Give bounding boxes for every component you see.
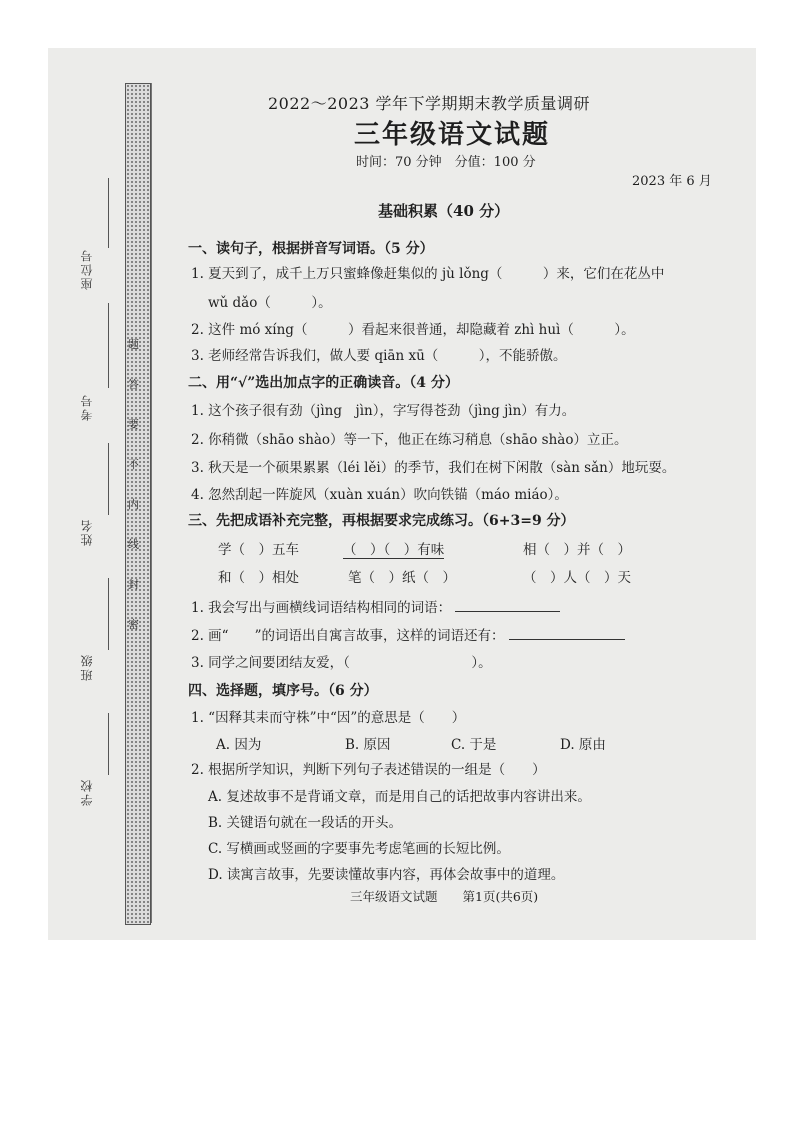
name-field[interactable] [108,443,109,515]
seal-char: 密 [128,618,139,631]
name-label: 姓名 [80,518,94,546]
examno-field[interactable] [108,303,109,388]
idiom-6: （ ）人（ ）天 [523,570,631,586]
q3-task-1-text: 1. 我会写出与画横线词语结构相同的词语： [191,600,452,616]
q2-sentence-1: 1. 这个孩子很有劲（jìng jìn），字写得苍劲（jìng jìn）有力。 [191,403,576,419]
idiom-3: 相（ ）并（ ） [523,542,631,558]
answer-blank[interactable] [509,627,625,640]
q4-option-a: A. 因为 [216,737,262,753]
exam-title: 三年级语文试题 [354,120,551,150]
section-title: 基础积累（40 分） [378,202,510,220]
idiom-4: 和（ ）相处 [218,570,299,586]
q4-choice-b: B. 关键语句就在一段话的开头。 [208,815,403,831]
idiom-1: 学（ ）五车 [218,542,299,558]
q3-task-3: 3. 同学之间要团结友爱，（ ）。 [191,655,492,671]
cut-line [151,83,152,923]
q4-question-1: 1. “因释其耒而守株”中“因”的意思是（ ） [191,710,466,726]
exam-meta: 时间：70 分钟 分值：100 分 [356,155,536,170]
q1-sentence-2: 2. 这件 mó xíng（ ）看起来很普通，却隐藏着 zhì huì（ ）。 [191,322,635,338]
q1-sentence-1a: 1. 夏天到了，成千上万只蜜蜂像赶集似的 jù lǒng（ ）来，它们在花丛中 [191,266,665,282]
examno-label: 考号 [80,393,94,421]
q2-sentence-3: 3. 秋天是一个硕果累累（léi lěi）的季节，我们在树下闲散（sàn sǎn）地玩耍。 [191,460,676,476]
q4-choice-a: A. 复述故事不是背诵文章，而是用自己的话把故事内容讲出来。 [208,789,591,805]
q3-task-2-text-b: ”的词语出自寓言故事，这样的词语还有： [254,628,505,644]
q4-option-d: D. 原由 [560,737,606,753]
answer-blank[interactable] [455,599,560,612]
idiom-5: 笔（ ）纸（ ） [348,570,456,586]
class-label: 班级 [80,653,94,681]
seal-char: 要 [128,418,139,431]
q4-choice-c: C. 写横画或竖画的字要事先考虑笔画的长短比例。 [208,841,510,857]
school-label: 学校 [80,778,94,806]
q4-option-b: B. 原因 [345,737,391,753]
seal-char: 题 [128,338,139,351]
seal-char: 答 [128,378,139,391]
exam-header: 2022～2023 学年下学期期末教学质量调研 [268,94,591,113]
q3-heading: 三、先把成语补充完整，再根据要求完成练习。（6+3=9 分） [188,513,575,529]
q4-choice-d: D. 读寓言故事，先要读懂故事内容，再体会故事中的道理。 [208,867,565,883]
q2-sentence-4: 4. 忽然刮起一阵旋风（xuàn xuán）吹向铁锚（máo miáo）。 [191,487,568,503]
seal-char: 线 [128,538,139,551]
q1-heading: 一、读句子，根据拼音写词语。（5 分） [188,241,434,257]
exam-date: 2023 年 6 月 [632,174,712,189]
seal-char: 内 [128,498,139,511]
q1-sentence-1b: wǔ dǎo（ ）。 [208,295,332,311]
q3-task-2 [191,624,625,644]
seat-label: 座位号 [80,248,94,290]
class-field[interactable] [108,578,109,650]
q3-task-1 [191,596,560,616]
q1-sentence-3: 3. 老师经常告诉我们，做人要 qiān xū（ ），不能骄傲。 [191,348,567,364]
page-footer: 三年级语文试题 第1页(共6页) [350,889,539,904]
q3-task-2-text-a: 2. 画“ [191,628,229,644]
seal-char: 不 [128,458,139,471]
seal-char: 封 [128,578,139,591]
school-field[interactable] [108,713,109,775]
idiom-2-underlined: （ ）（ ）有味 [343,538,444,559]
q4-option-c: C. 于是 [451,737,497,753]
q2-heading: 二、用“√”选出加点字的正确读音。（4 分） [188,375,459,391]
exam-page [48,48,756,940]
q4-question-2: 2. 根据所学知识，判断下列句子表述错误的一组是（ ） [191,762,546,778]
q4-heading: 四、选择题，填序号。（6 分） [188,683,378,699]
q2-sentence-2: 2. 你稍微（shāo shào）等一下，他正在练习稍息（shāo shào）立正。 [191,432,628,448]
seat-field[interactable] [108,178,109,248]
